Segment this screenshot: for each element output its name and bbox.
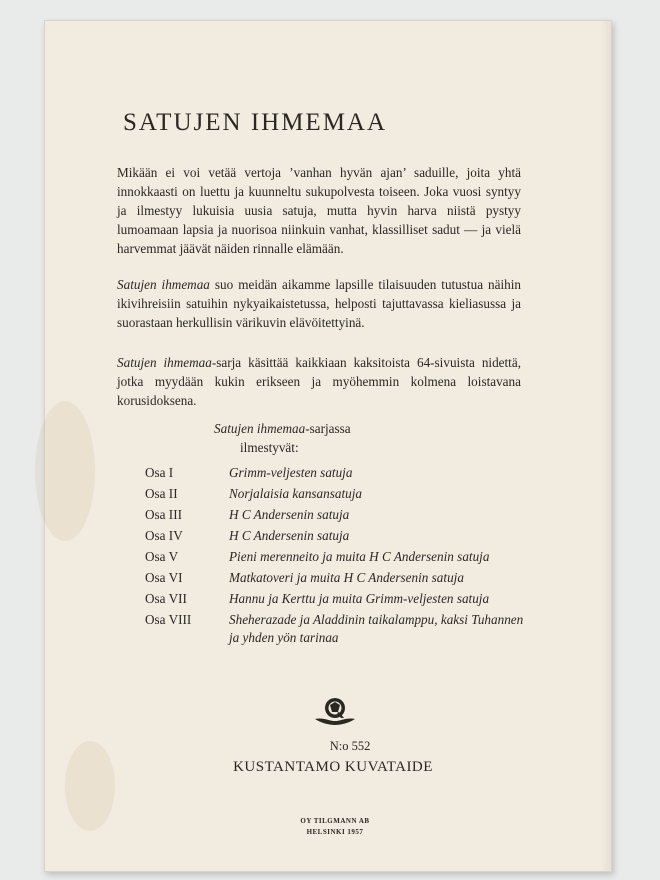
series-name-italic: Satujen ihmemaa xyxy=(214,421,306,436)
series-heading xyxy=(214,419,351,457)
volume-number: Osa II xyxy=(145,486,178,501)
volume-title: H C Andersenin satuja xyxy=(229,507,350,522)
list-item xyxy=(145,527,525,545)
cover-title: SATUJEN IHMEMAA xyxy=(123,109,388,136)
volume-number: Osa V xyxy=(145,549,179,564)
volume-number: Osa VII xyxy=(145,591,187,606)
series-info-paragraph xyxy=(117,353,521,410)
volume-list xyxy=(145,464,525,650)
description-text: suo meidän aikamme lapsille tilaisuuden tutustua näihin ikivihreisiin satuihin nykyaikaistetussa, helposti tajuttavassa kieliasussa ja suorastaan herkullisin värikuvin elävöitettyinä. xyxy=(117,277,521,330)
book-back-cover xyxy=(44,20,612,872)
description-paragraph xyxy=(117,275,521,332)
catalog-number: N:o 552 xyxy=(329,739,371,753)
publisher-emblem-icon xyxy=(313,693,357,727)
paper-stain xyxy=(35,401,95,541)
series-name-italic: Satujen ihmemaa xyxy=(117,277,210,292)
volume-number: Osa VIII xyxy=(145,612,192,627)
volume-number: Osa I xyxy=(145,465,174,480)
volume-title: Norjalaisia kansansatuja xyxy=(229,486,362,501)
intro-paragraph: Mikään ei voi vetää vertoja ’vanhan hyvän ajan’ saduille, joita yhtä innokkaasti on luettu ja kuunneltu sukupolvesta toiseen. Joka vuosi syntyy ja ilmestyy lukuisia uusia satuja, mutta hyvin harva niistä pystyy lumoamaan lapsia ja nuorisoa niinkuin vanhat, klassilliset sadut — ja vielä harvemmat jäävät näiden rinnalle elämään. xyxy=(117,165,521,256)
volume-title: Matkatoveri ja muita H C Andersenin satuja xyxy=(229,570,464,585)
list-item xyxy=(145,485,525,503)
printer-name: OY TILGMANN AB xyxy=(300,817,370,825)
volume-title: Sheherazade ja Aladdinin taikalamppu, kaksi Tuhannen ja yhden yön tarinaa xyxy=(229,612,524,645)
series-name-italic: Satujen ihmemaa xyxy=(117,355,212,370)
list-item xyxy=(145,506,525,524)
volume-title: Hannu ja Kerttu ja muita Grimm-veljesten satuja xyxy=(229,591,490,606)
publisher-name: KUSTANTAMO KUVATAIDE xyxy=(233,759,433,775)
volume-title: Grimm-veljesten satuja xyxy=(229,465,353,480)
list-item xyxy=(145,569,525,587)
printer-imprint xyxy=(245,816,425,838)
series-info-text: -sarja käsittää kaikkiaan kaksitoista 64-sivuista nidettä, jotka myydään kukin erikseen ja myöhemmin kolmena loistavana korusidoksena. xyxy=(117,355,521,408)
series-heading-suffix: -sarjassa xyxy=(305,421,351,436)
volume-title: Pieni merenneito ja muita H C Andersenin satuja xyxy=(229,549,490,564)
volume-title: H C Andersenin satuja xyxy=(229,528,350,543)
volume-number: Osa IV xyxy=(145,528,183,543)
list-item xyxy=(145,611,525,647)
volume-number: Osa VI xyxy=(145,570,183,585)
list-item xyxy=(145,548,525,566)
series-heading-line2: ilmestyvät: xyxy=(240,440,299,455)
list-item xyxy=(145,590,525,608)
paper-stain xyxy=(65,741,115,831)
volume-number: Osa III xyxy=(145,507,182,522)
printer-location-year: HELSINKI 1957 xyxy=(306,828,364,836)
list-item xyxy=(145,464,525,482)
